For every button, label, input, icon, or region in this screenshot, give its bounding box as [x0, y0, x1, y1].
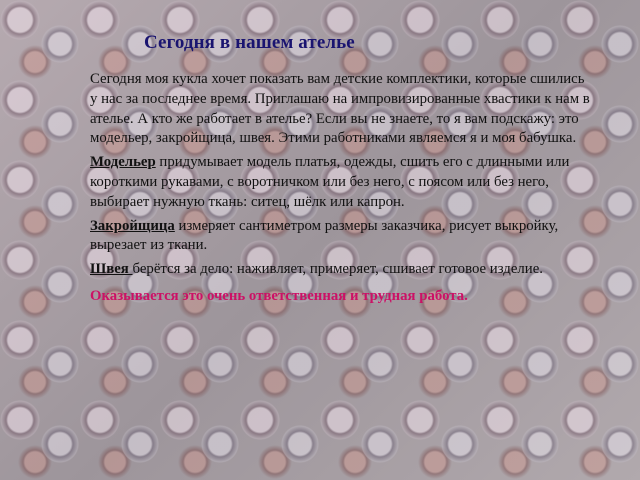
- seamstress-paragraph: [90, 260, 590, 280]
- seamstress-description: берётся за дело: наживляет, примеряет, сшивает готовое изделие.: [132, 261, 543, 278]
- conclusion-text: Оказывается это очень ответственная и трудная работа.: [90, 287, 468, 304]
- slide-body: [90, 70, 590, 311]
- term-designer: Модельер: [90, 154, 156, 171]
- cutter-description: измеряет сантиметром размеры заказчика, рисует выкройку, вырезает из ткани.: [90, 217, 559, 254]
- designer-description: придумывает модель платья, одежды, сшить его с длинными или короткими рукавами, с воротничком или без него, с поясом или без него, выбирает нужную ткань: ситец, шёлк или капрон.: [90, 154, 570, 210]
- slide-title: Сегодня в нашем ателье: [144, 32, 355, 53]
- intro-paragraph: Сегодня моя кукла хочет показать вам детские комплектики, которые сшились у нас за последнее время. Приглашаю на импровизированные хвастики к нам в ателье. А кто же работает в ателье? Если вы не знаете, то я вам подскажу: это модельер, закройщица, швея. Этими работниками являемся я и моя бабушка.: [90, 71, 590, 147]
- term-seamstress: Швея: [90, 261, 133, 278]
- designer-paragraph: [90, 153, 590, 212]
- cutter-paragraph: [90, 217, 590, 257]
- term-cutter: Закройщица: [90, 217, 175, 234]
